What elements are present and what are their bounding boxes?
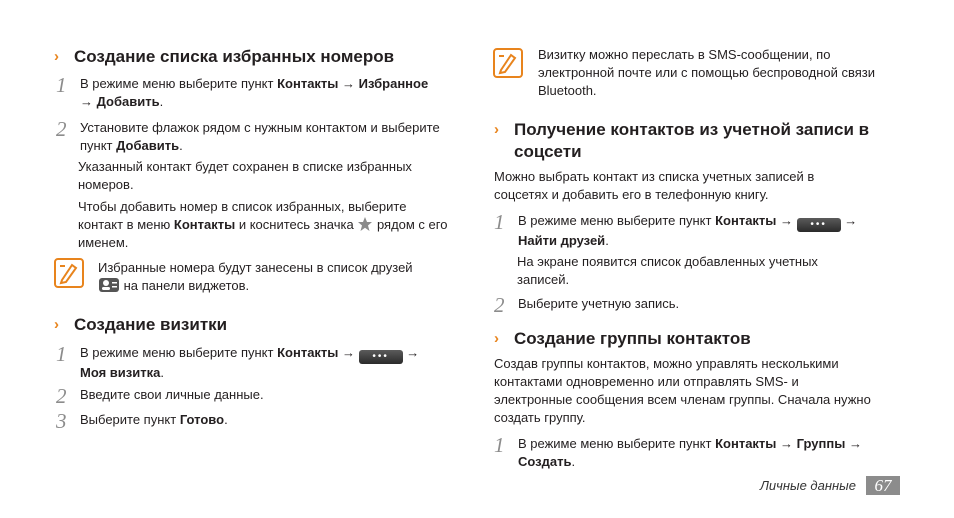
heading-favorites <box>54 46 464 68</box>
step-1 <box>492 212 902 250</box>
paragraph: На экране появится список добавленных учетных записей. <box>517 254 818 287</box>
contact-card-icon <box>98 277 120 293</box>
paragraph: Указанный контакт будет сохранен в списке избранных номеров. <box>78 159 412 192</box>
step-text: В режиме меню выберите пункт Контакты → ••• → Найти друзей. <box>518 213 858 248</box>
step-text: Выберите учетную запись. <box>518 296 680 311</box>
heading-text: Создание списка избранных номеров <box>74 47 395 66</box>
paragraph: Можно выбрать контакт из списка учетных записей в соцсетях и добавить его в телефонную книгу. <box>494 169 815 202</box>
heading-business-card <box>54 314 464 336</box>
step-text: Введите свои личные данные. <box>80 387 264 402</box>
step-number: 2 <box>56 384 67 408</box>
step-number: 1 <box>494 210 505 234</box>
step-2 <box>54 386 464 406</box>
step-text: Выберите пункт Готово. <box>80 412 228 427</box>
step-1 <box>492 435 902 471</box>
more-button-icon: ••• <box>359 350 403 364</box>
footer-section-label: Личные данные <box>760 478 856 493</box>
step-1 <box>54 344 464 382</box>
step-2 <box>54 119 449 155</box>
step-text: Установите флажок рядом с нужным контактом и выберите пункт Добавить. <box>80 120 440 153</box>
step-3 <box>54 411 464 431</box>
heading-text: Создание группы контактов <box>514 329 751 348</box>
step-1 <box>54 75 464 111</box>
note-icon <box>493 48 523 78</box>
step-number: 2 <box>494 293 505 317</box>
step-number: 2 <box>56 117 67 141</box>
step-text: В режиме меню выберите пункт Контакты → ••• → Моя визитка. <box>80 345 420 380</box>
step-number: 1 <box>56 73 67 97</box>
chevron-icon: › <box>494 121 499 138</box>
chevron-icon: › <box>494 330 499 347</box>
step-number: 1 <box>494 433 505 457</box>
page-number: 67 <box>866 476 900 495</box>
chevron-icon: › <box>54 316 59 333</box>
more-button-icon: ••• <box>797 218 841 232</box>
step-number: 3 <box>56 409 67 433</box>
paragraph: Создав группы контактов, можно управлять несколькими контактами одновременно или отправлять SMS- и электронные сообщения всем членам группы. Сначала нужно создать группу. <box>494 356 871 425</box>
note-icon <box>54 258 84 288</box>
step-text: В режиме меню выберите пункт Контакты → Группы → Создать. <box>518 436 862 469</box>
heading-social <box>494 119 904 163</box>
chevron-icon: › <box>54 48 59 65</box>
step-text: В режиме меню выберите пункт Контакты → Избранное → Добавить. <box>80 76 429 109</box>
step-number: 1 <box>56 342 67 366</box>
heading-text: Получение контактов из учетной записи в соцсети <box>514 120 870 161</box>
paragraph: Чтобы добавить номер в список избранных, выберите контакт в меню Контакты и коснитесь значка рядом с его именем. <box>78 199 448 250</box>
note-text: Избранные номера будут занесены в список друзей на панели виджетов. <box>98 260 413 293</box>
heading-text: Создание визитки <box>74 315 228 334</box>
note-text: Визитку можно переслать в SMS-сообщении, по электронной почте или с помощью беспроводной связи Bluetooth. <box>538 47 876 98</box>
star-icon <box>357 216 373 232</box>
step-2 <box>492 295 902 315</box>
heading-groups <box>494 328 904 350</box>
